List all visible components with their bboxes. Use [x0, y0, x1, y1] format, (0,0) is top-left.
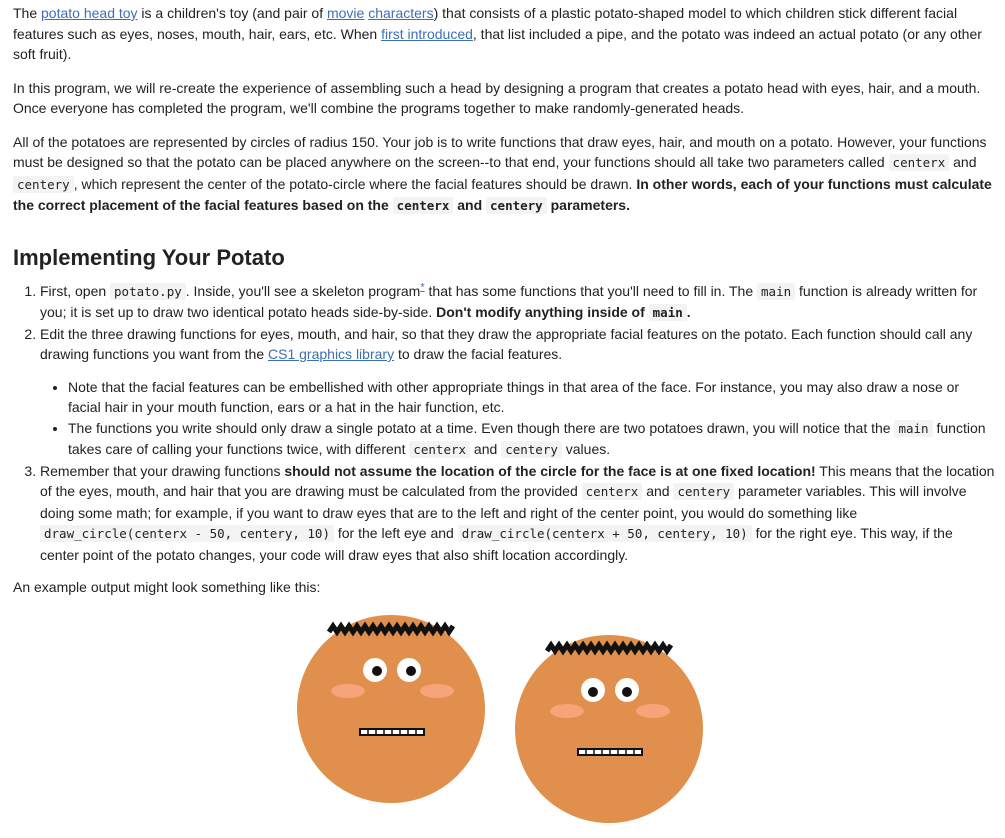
code-centerx: centerx: [582, 483, 643, 500]
code-potato-py: potato.py: [110, 283, 186, 300]
text: to draw the facial features.: [394, 346, 563, 362]
code-main: main: [757, 283, 795, 300]
potato-head-right: [515, 635, 703, 823]
cheek-left: [331, 684, 365, 698]
link-first-introduced[interactable]: first introduced: [381, 25, 473, 42]
text: In other words, each of your functions must calculate the correct placement of the facial features based on the: [13, 175, 992, 213]
intro-paragraph: [13, 0, 995, 65]
cheek-right: [420, 684, 454, 698]
steps-list: [13, 281, 995, 566]
example-caption: An example output might look something like this:: [13, 579, 321, 595]
bullet-embellish: • Note that the facial features can be embellished with other appropriate things in that area of the face. For instance, you may also draw a nose or facial hair in your mouth function, ears or a hat in the hair function, etc.: [68, 377, 995, 418]
bullet-single-potato: [68, 418, 995, 461]
pupil-right: [406, 666, 416, 676]
mouth-teeth: [360, 729, 424, 735]
text: This means that the location of the eyes, mouth, and hair that you are drawing must be calculated from the provided: [40, 462, 995, 499]
code-centerx: centerx: [409, 441, 470, 458]
text: is a children's toy (and pair of: [137, 5, 327, 21]
link-cs1-graphics-library[interactable]: CS1 graphics library: [268, 346, 395, 362]
mouth-teeth: [578, 749, 642, 755]
pupil-right: [622, 687, 632, 697]
code-left-eye: draw_circle(centerx - 50, centery, 10): [40, 525, 334, 542]
code-main: main: [649, 304, 687, 321]
code-centery: centery: [501, 441, 562, 458]
link-potato-head-toy[interactable]: potato head toy: [41, 5, 138, 21]
cheek-right: [636, 704, 670, 718]
code-right-eye: draw_circle(centerx + 50, centery, 10): [458, 525, 752, 542]
text: ) that consists of a plastic potato-shaped model to which children stick different facial features such as eyes, noses, mouth, hair, ears, etc. When: [13, 5, 958, 42]
text: . Inside, you'll see a skeleton program: [185, 282, 421, 299]
code-centery: centery: [13, 176, 74, 193]
potato-head-left: [297, 615, 485, 803]
text: , which represent the center of the potato-circle where the facial features should be drawn.: [73, 175, 637, 192]
link-movie[interactable]: movie: [326, 5, 365, 21]
text: function is already written for you; it is set up to draw two identical potato heads side-by-side.: [40, 282, 978, 320]
link-characters[interactable]: characters: [368, 5, 434, 21]
text: values.: [561, 441, 611, 457]
code-main: main: [894, 420, 932, 437]
program-paragraph: In this program, we will re-create the experience of assembling such a head by designing a program that creates a potato head with eyes, hair, and a mouth. Once everyone has completed the program, we'll combine the programs together to make randomly-generated heads.: [13, 79, 981, 116]
text: All of the potatoes are represented by circles of radius 150. Your job is to write functions that draw eyes, hair, and mouth on a potato. However, your functions must be designed so that the potato can be placed anywhere on the screen--to that end, your functions should all take two parameters called: [13, 133, 987, 170]
step-1: [40, 281, 995, 324]
text: parameters.: [546, 197, 630, 213]
text: The functions you write should only draw a single potato at a time. Even though there are two potatoes drawn, you will notice that the: [68, 419, 895, 436]
bold-dont-modify: [436, 304, 691, 320]
text: and: [453, 197, 487, 213]
section-heading: Implementing Your Potato: [13, 244, 285, 270]
text: for the right eye. This way, if the center point of the potato changes, your code will draw eyes that also shift location accordingly.: [40, 525, 953, 563]
text: , that list included a pipe, and the potato was indeed an actual potato (or any other soft fruit).: [13, 25, 982, 62]
hair-zigzag: [547, 645, 671, 651]
code-centery: centery: [673, 483, 734, 500]
text: .: [686, 304, 691, 320]
step-3: [40, 461, 995, 566]
text: Remember that your drawing functions: [40, 462, 285, 479]
code-centerx: centerx: [889, 154, 950, 171]
text: First, open: [40, 282, 111, 299]
code-centery: centery: [486, 197, 547, 214]
text: Don't modify anything inside of: [436, 304, 649, 320]
text: Edit the three drawing functions for eyes, mouth, and hair, so that they draw the appropriate facial features on the potato. Each function should call any drawing functions you want from the: [40, 325, 973, 362]
text: parameter variables. This will involve doing some math; for example, if you want to draw eyes that are to the left and right of the center point, you would do something like: [40, 483, 967, 521]
bold-fixed-location: should not assume the location of the circle for the face is at one fixed location!: [284, 462, 816, 479]
pupil-left: [588, 687, 598, 697]
text: that has some functions that you'll need to fill in. The: [424, 282, 758, 299]
text: and: [949, 154, 977, 170]
text: The: [13, 5, 42, 21]
step-2: [40, 324, 995, 461]
code-centerx: centerx: [393, 197, 454, 214]
link-footnote-star[interactable]: *: [420, 280, 425, 293]
text: and: [642, 483, 674, 499]
text: function takes care of calling your functions twice, with different: [68, 419, 986, 457]
potato-face: [515, 635, 703, 823]
text: and: [470, 441, 502, 457]
step-2-bullets: [40, 377, 995, 461]
example-output-figure: [13, 598, 995, 838]
cheek-left: [550, 704, 584, 718]
potato-illustration: [13, 598, 993, 838]
requirements-paragraph: [13, 132, 995, 217]
potato-face: [297, 615, 485, 803]
pupil-left: [372, 666, 382, 676]
text: for the left eye and: [333, 525, 458, 541]
hair-zigzag: [329, 626, 453, 632]
